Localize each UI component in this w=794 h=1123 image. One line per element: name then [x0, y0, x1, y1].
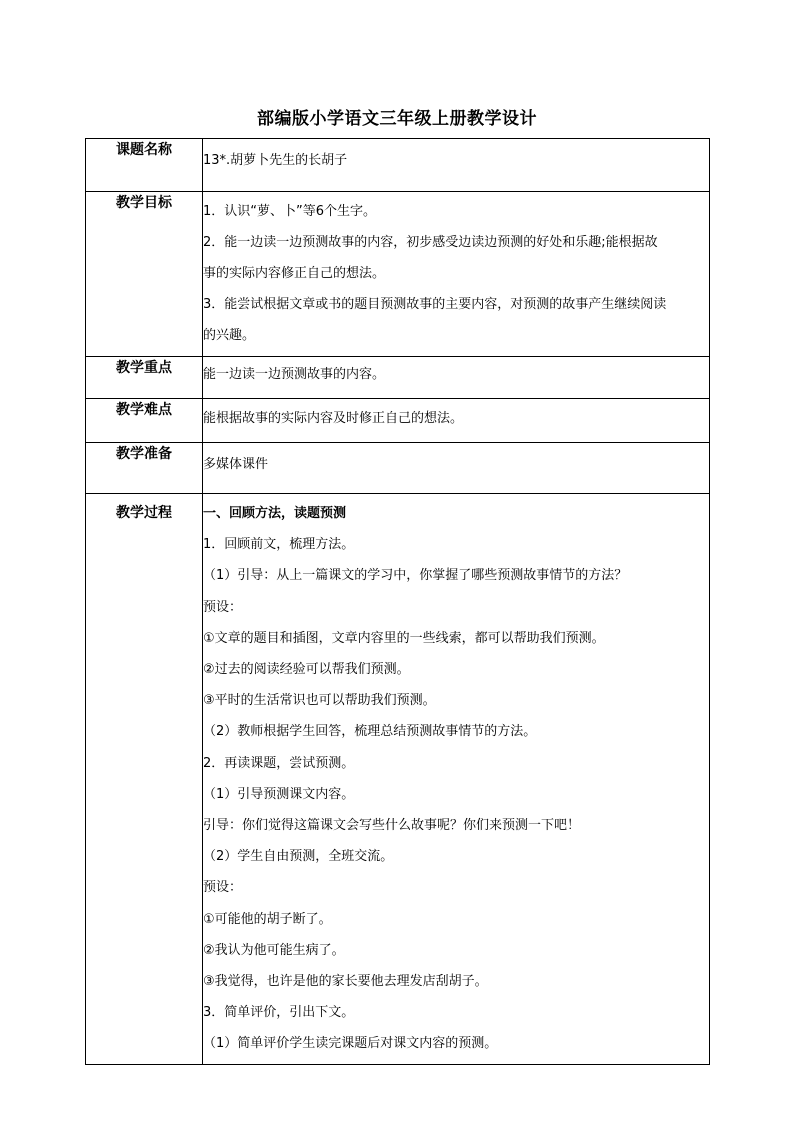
- goal-line: 2．能一边读一边预测故事的内容，初步感受边读边预测的好处和乐趣;能根据故: [203, 235, 658, 250]
- goal-line: 事的实际内容修正自己的想法。: [203, 266, 386, 281]
- process-line: 预设：: [203, 880, 243, 896]
- row-difficulties: [86, 399, 710, 443]
- process-line: （1）引导预测课文内容。: [203, 786, 355, 802]
- difficulties-label: 教学难点: [86, 399, 203, 443]
- process-line: （2）学生自由预测，全班交流。: [203, 849, 394, 865]
- key-points-label: 教学重点: [86, 357, 203, 399]
- process-line: （1）引导：从上一篇课文的学习中，你掌握了哪些预测故事情节的方法？: [203, 568, 628, 584]
- goal-line: 的兴趣。: [203, 328, 256, 343]
- process-line: （1）简单评价学生读完课题后对课文内容的预测。: [203, 1036, 498, 1052]
- key-points-value: 能一边读一边预测故事的内容。: [203, 357, 710, 399]
- process-line: ①可能他的胡子断了。: [203, 911, 332, 927]
- process-line: 1．回顾前文，梳理方法。: [203, 537, 355, 553]
- preparation-value: 多媒体课件: [203, 443, 710, 494]
- process-line: 2．再读课题，尝试预测。: [203, 755, 355, 771]
- teaching-process-content: [203, 494, 710, 1065]
- document-title: 部编版小学语文三年级上册教学设计: [257, 109, 537, 129]
- process-line: ②过去的阅读经验可以帮我们预测。: [203, 662, 410, 678]
- preparation-label: 教学准备: [86, 443, 203, 494]
- process-line: ②我认为他可能生病了。: [203, 942, 345, 958]
- row-preparation: [86, 443, 710, 494]
- process-line: ③平时的生活常识也可以帮助我们预测。: [203, 693, 436, 709]
- teaching-process-label: 教学过程: [86, 494, 203, 1065]
- goal-line: 1．认识“萝、卜”等6个生字。: [203, 204, 377, 219]
- lesson-plan-table: [85, 138, 710, 1065]
- teaching-goals-content: [203, 192, 710, 357]
- row-key-points: [86, 357, 710, 399]
- process-section-heading: 一、回顾方法，读题预测: [203, 506, 347, 521]
- process-line: 引导：你们觉得这篇课文会写些什么故事呢？你们来预测一下吧！: [203, 818, 581, 834]
- process-line: （2）教师根据学生回答，梳理总结预测故事情节的方法。: [203, 724, 537, 740]
- row-lesson-name: [86, 139, 710, 192]
- goal-line: 3．能尝试根据文章或书的题目预测故事的主要内容，对预测的故事产生继续阅读: [203, 297, 667, 312]
- process-line: 3．简单评价，引出下文。: [203, 1005, 355, 1021]
- teaching-goals-label: 教学目标: [86, 192, 203, 357]
- difficulties-value: 能根据故事的实际内容及时修正自己的想法。: [203, 399, 710, 443]
- process-line: 预设：: [203, 599, 243, 615]
- lesson-name-label: 课题名称: [86, 139, 203, 192]
- process-line: ①文章的题目和插图，文章内容里的一些线索，都可以帮助我们预测。: [203, 630, 605, 646]
- row-teaching-goals: [86, 192, 710, 357]
- process-line: ③我觉得，也许是他的家长要他去理发店刮胡子。: [203, 974, 488, 990]
- row-teaching-process: [86, 494, 710, 1065]
- lesson-name-value: 13*.胡萝卜先生的长胡子: [203, 139, 710, 192]
